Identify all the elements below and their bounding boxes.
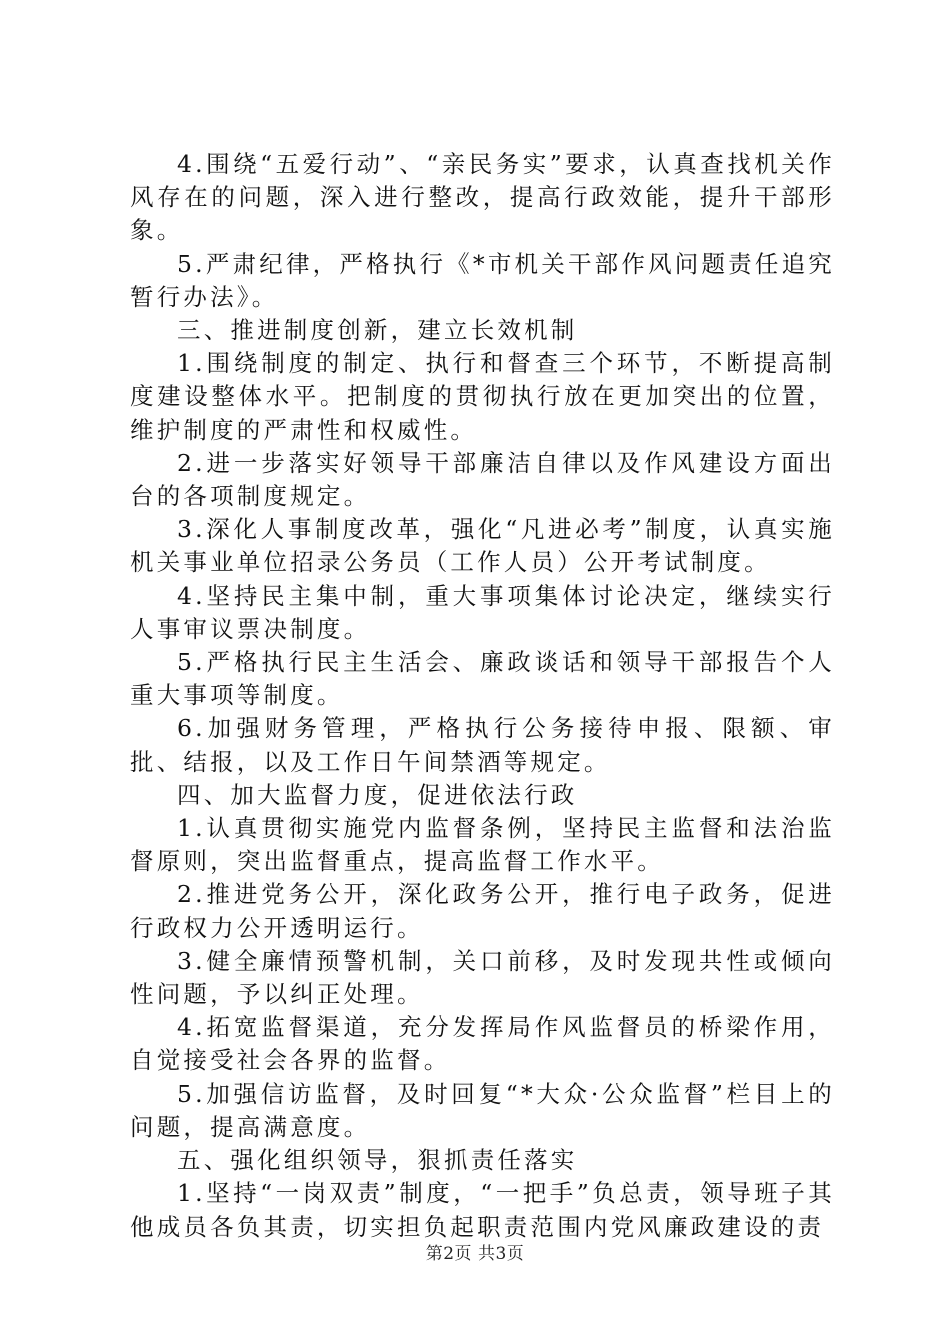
paragraph: 4.围绕“五爱行动”、“亲民务实”要求，认真查找机关作风存在的问题，深入进行整改，提高行政效能，提升干部形象。 xyxy=(130,150,835,245)
section-heading: 三、推进制度创新，建立长效机制 xyxy=(177,316,578,345)
paragraph: 5.严肃纪律，严格执行《*市机关干部作风问题责任追究暂行办法》。 xyxy=(130,249,835,311)
paragraph: 5.严格执行民主生活会、廉政谈话和领导干部报告个人重大事项等制度。 xyxy=(130,648,835,710)
paragraph: 1.坚持“一岗双责”制度，“一把手”负总责，领导班子其他成员各负其责，切实担负起职责范围内党风廉政建设的责 xyxy=(130,1179,835,1241)
paragraph: 2.推进党务公开，深化政务公开，推行电子政务，促进行政权力公开透明运行。 xyxy=(130,880,835,942)
paragraph: 6.加强财务管理，严格执行公务接待申报、限额、审批、结报，以及工作日午间禁酒等规定。 xyxy=(130,714,835,776)
paragraph: 3.深化人事制度改革，强化“凡进必考”制度，认真实施机关事业单位招录公务员（工作人员）公开考试制度。 xyxy=(130,515,835,577)
section-heading: 五、强化组织领导，狠抓责任落实 xyxy=(177,1146,578,1175)
paragraph: 1.围绕制度的制定、执行和督查三个环节，不断提高制度建设整体水平。把制度的贯彻执行放在更加突出的位置，维护制度的严肃性和权威性。 xyxy=(130,349,835,444)
section-heading: 四、加大监督力度，促进依法行政 xyxy=(177,780,578,809)
paragraph: 4.拓宽监督渠道，充分发挥局作风监督员的桥梁作用，自觉接受社会各界的监督。 xyxy=(130,1013,835,1075)
page-number-footer: 第2页 共3页 xyxy=(425,1244,525,1264)
paragraph: 4.坚持民主集中制，重大事项集体讨论决定，继续实行人事审议票决制度。 xyxy=(130,581,835,643)
paragraph: 3.健全廉情预警机制，关口前移，及时发现共性或倾向性问题，予以纠正处理。 xyxy=(130,946,835,1009)
paragraph: 2.进一步落实好领导干部廉洁自律以及作风建设方面出台的各项制度规定。 xyxy=(130,448,835,511)
paragraph: 1.认真贯彻实施党内监督条例，坚持民主监督和法治监督原则，突出监督重点，提高监督工作水平。 xyxy=(130,814,835,876)
paragraph: 5.加强信访监督，及时回复“*大众·公众监督”栏目上的问题，提高满意度。 xyxy=(130,1079,835,1141)
document-body xyxy=(130,148,835,1244)
